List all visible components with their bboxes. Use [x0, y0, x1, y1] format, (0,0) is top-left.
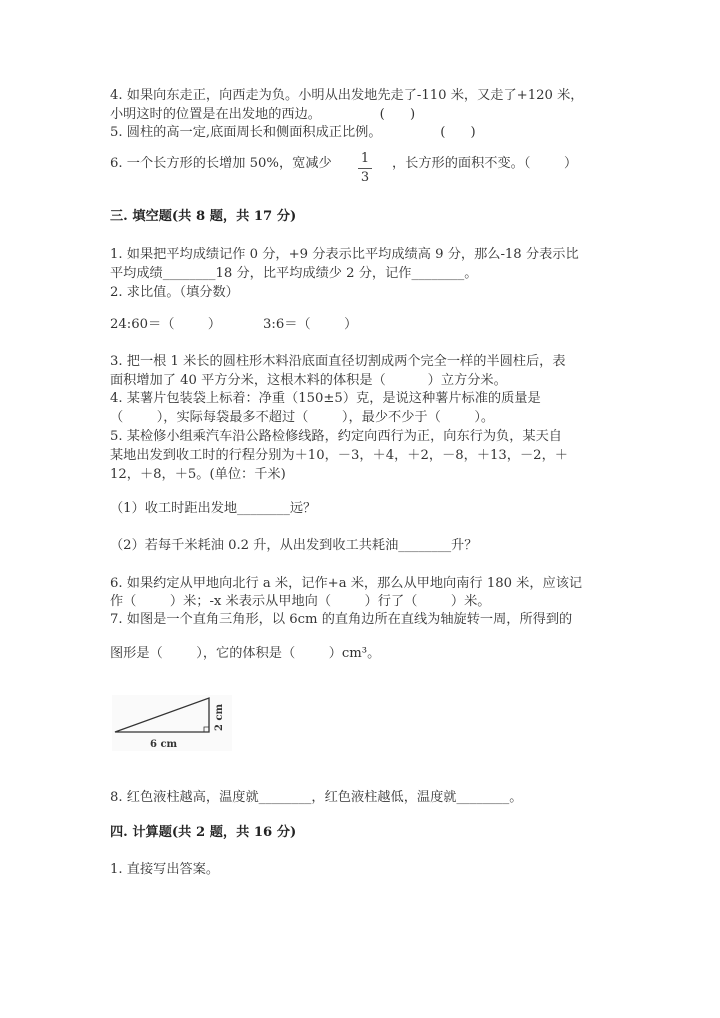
fraction-bar: [358, 168, 372, 169]
fill-line: 5. 某检修小组乘汽车沿公路检修线路，约定向西行为正，向东行为负，某天自: [110, 429, 562, 444]
fill-line: （1）收工时距出发地________远？: [110, 501, 317, 516]
section3-title: 三. 填空题(共 8 题，共 17 分): [110, 209, 297, 224]
section4-title: 四. 计算题(共 2 题，共 16 分): [110, 825, 297, 840]
judgment-q6-after: ，长方形的面积不变。（ ）: [392, 156, 578, 171]
height-label: 2 cm: [214, 703, 225, 731]
judgment-q6-before: 6. 一个长方形的长增加 50%，宽减少: [110, 156, 332, 171]
right-angle-mark: [204, 727, 209, 732]
judgment-q5: 5. 圆柱的高一定,底面周长和侧面积成正比例。 ( ): [110, 125, 476, 140]
fill-line: 1. 如果把平均成绩记作 0 分，+9 分表示比平均成绩高 9 分，那么-18 分表示比: [110, 247, 579, 262]
fill-line: 某地出发到收工时的行程分别为＋10，－3，＋4，＋2，－8，＋13，－2，＋: [110, 448, 568, 463]
fill-line: 6. 如果约定从甲地向北行 a 米，记作+a 米，那么从甲地向南行 180 米，应该记: [110, 576, 583, 591]
right-triangle-figure: [112, 695, 232, 751]
fill-line: 24:60＝（ ） 3:6＝（ ）: [110, 317, 358, 332]
fill-line: 7. 如图是一个直角三角形，以 6cm 的直角边所在直线为轴旋转一周，所得到的: [110, 612, 573, 627]
fraction: [358, 152, 372, 185]
fraction-denominator: 3: [360, 170, 370, 185]
fill-line: 8. 红色液柱越高，温度就________，红色液柱越低，温度就________。: [110, 790, 523, 805]
judgment-q4-line1: 4. 如果向东走正，向西走为负。小明从出发地先走了-110 米，又走了+120 米，: [110, 88, 584, 103]
triangle-diagram: [112, 695, 232, 751]
fill-line: （ ），实际每袋最多不超过（ ），最少不少于（ ）。: [110, 410, 495, 425]
fill-line: （2）若每千米耗油 0.2 升，从出发到收工共耗油________升？: [110, 538, 478, 553]
fill-line: 作（ ）米；-x 米表示从甲地向（ ）行了（ ）米。: [110, 594, 491, 609]
judgment-q4-line2: 小明这时的位置是在出发地的西边。 ( ): [110, 107, 416, 122]
fill-line: 平均成绩________18 分，比平均成绩少 2 分，记作________。: [110, 266, 478, 281]
fill-line: 3. 把一根 1 米长的圆柱形木料沿底面直径切割成两个完全一样的半圆柱后，表: [110, 354, 566, 369]
fill-line: 4. 某薯片包装袋上标着：净重（150±5）克，是说这种薯片标准的质量是: [110, 391, 541, 406]
fill-line: 12，＋8，＋5。(单位：千米): [110, 467, 286, 482]
fill-line: 面积增加了 40 平方分米，这根木料的体积是（ ）立方分米。: [110, 373, 507, 388]
fraction-numerator: 1: [360, 151, 370, 166]
fill-line: 图形是（ ），它的体积是（ ）cm³。: [110, 646, 381, 661]
triangle-shape: [115, 698, 209, 732]
fill-line: 2. 求比值。（填分数）: [110, 285, 239, 300]
calc-q1: 1. 直接写出答案。: [110, 862, 220, 877]
base-label: 6 cm: [150, 739, 178, 750]
